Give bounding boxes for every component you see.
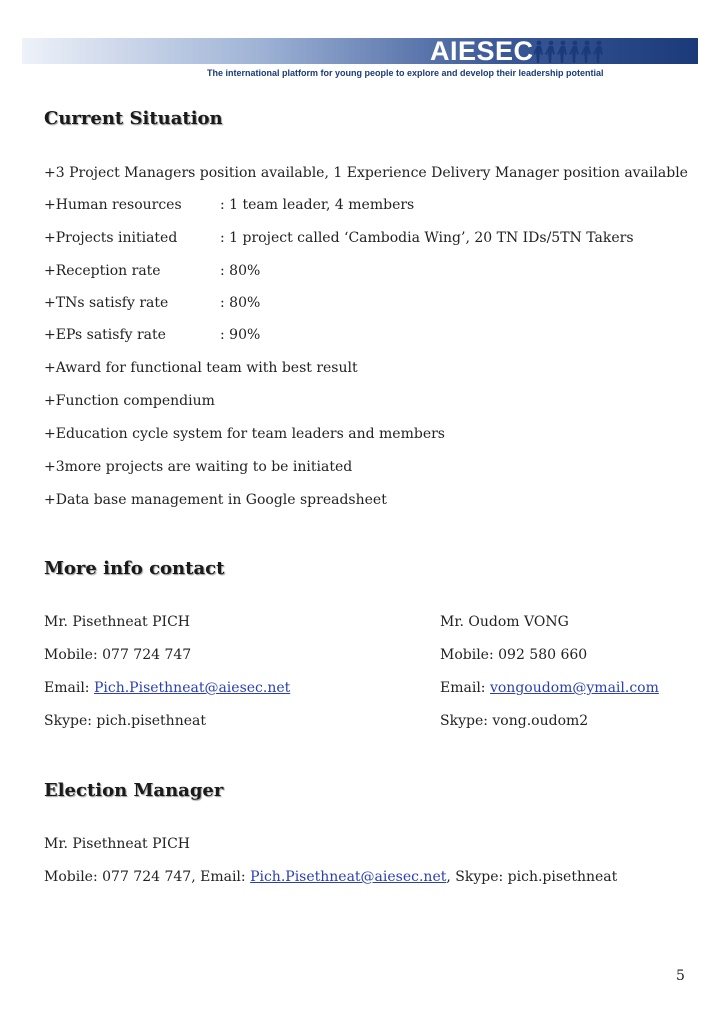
contact-right-skype: Skype: vong.oudom2 (440, 713, 589, 729)
list-item: +Award for functional team with best result (44, 360, 358, 376)
row-label: +Projects initiated (44, 230, 178, 246)
page-number: 5 (676, 968, 685, 984)
row-label: +TNs satisfy rate (44, 295, 169, 311)
email-link[interactable]: Pich.Pisethneat@aiesec.net (93, 680, 291, 696)
table-row (44, 196, 414, 214)
contact-left-skype: Skype: pich.pisethneat (44, 713, 206, 729)
aiesec-logo: AIESEC (430, 36, 534, 66)
table-row (44, 294, 260, 312)
contact-right-name: Mr. Oudom VONG (440, 614, 569, 630)
election-skype: , Skype: pich.pisethneat (446, 869, 618, 885)
list-item: +3more projects are waiting to be initiated (44, 459, 353, 475)
election-mobile: Mobile: 077 724 747, Email: (44, 869, 251, 885)
row-value: : 80% (220, 295, 261, 311)
row-label: +EPs satisfy rate (44, 327, 166, 343)
email-link[interactable]: vongoudom@ymail.com (489, 680, 659, 696)
list-item: +Education cycle system for team leaders and members (44, 426, 445, 442)
email-label: Email: (440, 680, 490, 696)
contact-left-email (44, 679, 290, 697)
row-value: : 80% (220, 263, 261, 279)
contact-right-email (440, 679, 659, 697)
election-name: Mr. Pisethneat PICH (44, 836, 190, 852)
situation-intro: +3 Project Managers position available, 1 Experience Delivery Manager position available (44, 165, 688, 181)
election-contact (44, 868, 617, 886)
row-label: +Human resources (44, 197, 182, 213)
contact-left-name: Mr. Pisethneat PICH (44, 614, 190, 630)
tagline: The international platform for young people to explore and develop their leadership potential (207, 68, 604, 78)
row-value: : 1 team leader, 4 members (220, 197, 415, 213)
people-figures-icon (534, 40, 604, 64)
list-item: +Function compendium (44, 393, 215, 409)
table-row (44, 326, 260, 344)
email-label: Email: (44, 680, 94, 696)
contact-left-mobile: Mobile: 077 724 747 (44, 647, 192, 663)
contact-right-mobile: Mobile: 092 580 660 (440, 647, 588, 663)
heading-more-info-contact: More info contact (44, 558, 225, 579)
table-row (44, 229, 634, 247)
row-value: : 1 project called ‘Cambodia Wing’, 20 TN IDs/5TN Takers (220, 230, 634, 246)
heading-election-manager: Election Manager (44, 780, 224, 801)
header-banner (22, 36, 698, 84)
table-row (44, 262, 260, 280)
row-value: : 90% (220, 327, 261, 343)
email-link[interactable]: Pich.Pisethneat@aiesec.net (250, 869, 447, 885)
list-item: +Data base management in Google spreadsheet (44, 492, 387, 508)
heading-current-situation: Current Situation (44, 108, 223, 129)
row-label: +Reception rate (44, 263, 161, 279)
